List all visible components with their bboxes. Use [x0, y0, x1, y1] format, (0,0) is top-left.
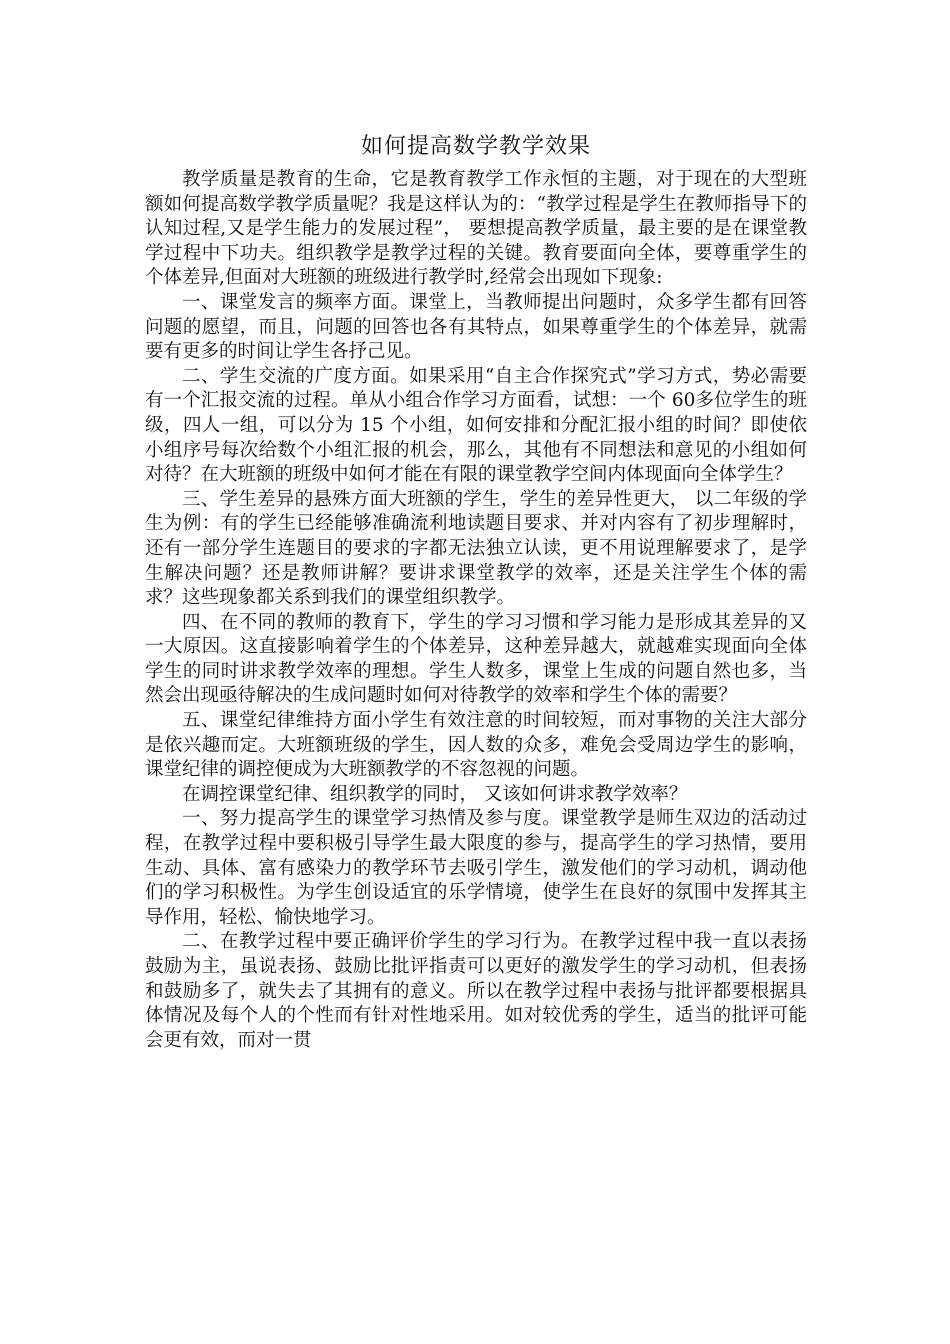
paragraph-point-2: 二、学生交流的广度方面。如果采用“自主合作探究式”学习方式，势必需要有一个汇报交流的过程。单从小组合作学习方面看，试想：一个 60多位学生的班级，四人一组，可以分为 15 个小组，如何安排和分配汇报小组的时间？即使依小组序号每次给数个小组汇报的机会，那么，其他有不同想法和意见的小组如何对待？在大班额的班级中如何才能在有限的课堂教学空间内体现面向全体学生？ — [145, 365, 807, 486]
paragraph-transition: 在调控课堂纪律、组织教学的同时， 又该如何讲求教学效率？ — [182, 783, 688, 805]
paragraph-intro: 教学质量是教育的生命，它是教育教学工作永恒的主题，对于现在的大型班额如何提高数学教学质量呢？我是这样认为的：“教学过程是学生在教师指导下的认知过程,又是学生能力的发展过程”， 要想提高教学质量，最主要的是在课堂教学过程中下功夫。组织教学是教学过程的关键。教育要面向全体，要尊重学生的个体差异,但面对大班额的班级进行教学时,经常会出现如下现象: — [145, 169, 807, 289]
document-page — [145, 130, 807, 1053]
paragraph-point-1: 一、课堂发言的频率方面。课堂上，当教师提出问题时，众多学生都有回答问题的愿望，而且，问题的回答也各有其特点，如果尊重学生的个体差异，就需要有更多的时间让学生各抒己见。 — [145, 291, 807, 363]
paragraph-method-1: 一、努力提高学生的课堂学习热情及参与度。课堂教学是师生双边的活动过程，在教学过程中要积极引导学生最大限度的参与，提高学生的学习热情，要用生动、具体、富有感染力的教学环节去吸引学生，激发他们的学习动机，调动他们的学习积极性。为学生创设适宜的乐学情境，使学生在良好的氛围中发挥其主导作用，轻松、愉快地学习。 — [145, 808, 807, 928]
paragraph-point-5: 五、课堂纪律维持方面小学生有效注意的时间较短，而对事物的关注大部分是依兴趣而定。大班额班级的学生，因人数的众多，难免会受周边学生的影响，课堂纪律的调控便成为大班额教学的不容忽视的问题。 — [145, 710, 807, 781]
document-title: 如何提高数学教学效果 — [360, 134, 591, 159]
paragraph-point-3: 三、学生差异的悬殊方面大班额的学生，学生的差异性更大， 以二年级的学生为例：有的学生已经能够准确流利地读题目要求、并对内容有了初步理解时，还有一部分学生连题目的要求的字都无法独立认读，更不用说理解要求了，是学生解决问题？还是教师讲解？要讲求课堂教学的效率，还是关注学生个体的需求？这些现象都关系到我们的课堂组织教学。 — [145, 488, 807, 609]
paragraph-point-4: 四、在不同的教师的教育下，学生的学习习惯和学习能力是形成其差异的又一大原因。这直接影响着学生的个体差异，这种差异越大，就越难实现面向全体学生的同时讲求教学效率的理想。学生人数多，课堂上生成的问题自然也多，当然会出现亟待解决的生成问题时如何对待教学的效率和学生个体的需要？ — [145, 611, 807, 707]
paragraph-method-2: 二、在教学过程中要正确评价学生的学习行为。在教学过程中我一直以表扬鼓励为主，虽说表扬、鼓励比批评指责可以更好的激发学生的学习动机，但表扬和鼓励多了，就失去了其拥有的意义。所以在教学过程中表扬与批评都要根据具体情况及每个人的个性而有针对性地采用。如对较优秀的学生，适当的批评可能会更有效，而对一贯 — [145, 931, 807, 1051]
